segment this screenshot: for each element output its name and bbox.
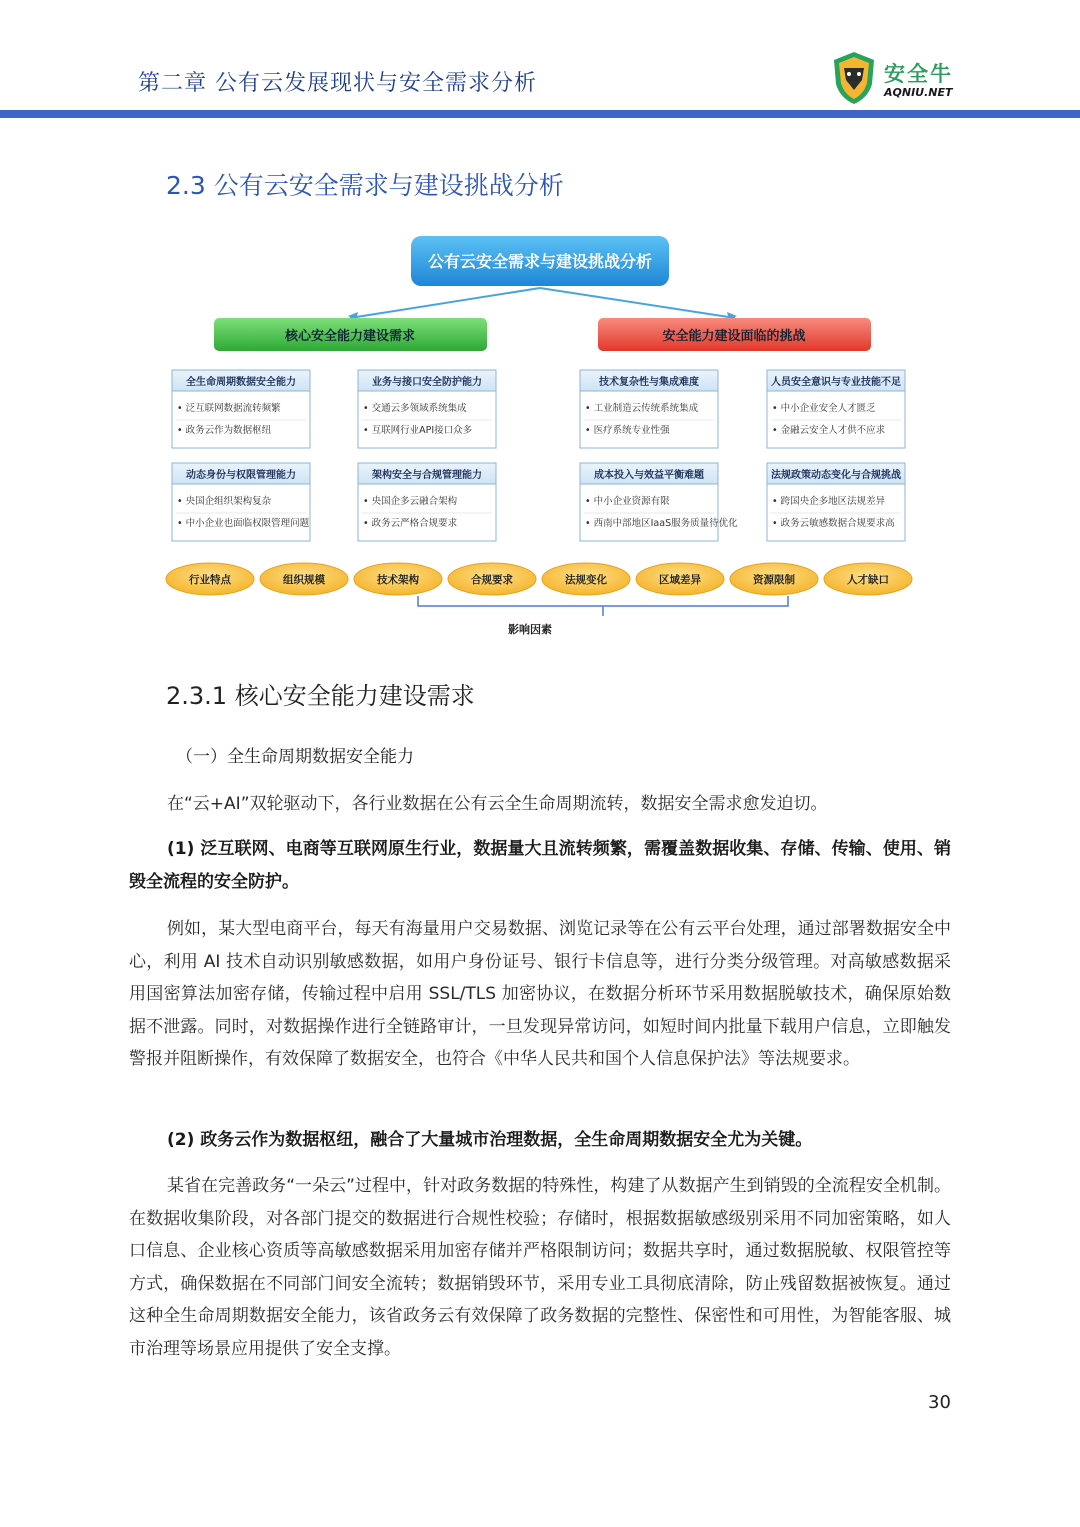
logo-text-en: AQNIU.NET bbox=[884, 86, 953, 99]
box-item: • 央国企多云融合架构 bbox=[363, 496, 458, 507]
paragraph-example-1: 例如，某大型电商平台，每天有海量用户交易数据、浏览记录等在公有云平台处理，通过部署数据安全中心，利用 AI 技术自动识别敏感数据，如用户身份证号、银行卡信息等，进行分类分级管理。对高敏感数据采用国密算法加密存储，传输过程中启用 SSL/TLS 加密协议，在数据分析环节采用数据脱敏技术，确保原始数据不泄露。同时，对数据操作进行全链路审计，一旦发现异常访问，如短时间内批量下载用户信息，立即触发警报并阻断操作，有效保障了数据安全，也符合《中华人民共和国个人信息保护法》等法规要求。 bbox=[129, 919, 951, 1070]
capability-box bbox=[358, 370, 496, 448]
box-item: • 中小企业安全人才匮乏 bbox=[772, 403, 876, 414]
root-node-label: 公有云安全需求与建设挑战分析 bbox=[427, 252, 653, 271]
box-title: 技术复杂性与集成难度 bbox=[599, 377, 699, 388]
box-item: • 医疗系统专业性强 bbox=[585, 425, 670, 436]
brand-logo bbox=[832, 50, 962, 110]
paragraph-point-2: (2) 政务云作为数据枢纽，融合了大量城市治理数据，全生命周期数据安全尤为关键。 bbox=[167, 1130, 813, 1150]
capability-box bbox=[358, 463, 496, 541]
logo-text-cn: 安全牛 bbox=[884, 62, 953, 86]
factor-oval bbox=[636, 563, 724, 595]
header-divider bbox=[0, 110, 1080, 118]
connector-right bbox=[540, 288, 735, 318]
factor-oval bbox=[166, 563, 254, 595]
paragraph-intro: 在“云+AI”双轮驱动下，各行业数据在公有云全生命周期流转，数据安全需求愈发迫切。 bbox=[167, 794, 828, 814]
subsubsection-title: （一）全生命周期数据安全能力 bbox=[176, 747, 414, 767]
capability-box bbox=[580, 463, 738, 541]
paragraph-point-1: (1) 泛互联网、电商等互联网原生行业，数据量大且流转频繁，需覆盖数据收集、存储、传输、使用、销毁全流程的安全防护。 bbox=[129, 839, 951, 892]
box-item: • 工业制造云传统系统集成 bbox=[585, 403, 699, 414]
box-item: • 互联网行业API接口众多 bbox=[363, 425, 473, 436]
page-number: 30 bbox=[928, 1392, 951, 1413]
factor-label: 法规变化 bbox=[565, 574, 607, 586]
box-item: • 政务云作为数据枢纽 bbox=[177, 425, 272, 436]
box-item: • 政务云严格合规要求 bbox=[363, 518, 458, 529]
left-branch-label: 核心安全能力建设需求 bbox=[284, 329, 416, 344]
factor-label: 区域差异 bbox=[659, 574, 701, 586]
factors-label: 影响因素 bbox=[508, 623, 552, 636]
subsection-title: 2.3.1 核心安全能力建设需求 bbox=[166, 682, 475, 710]
factor-label: 资源限制 bbox=[753, 574, 795, 586]
capability-box bbox=[172, 370, 310, 448]
box-item: • 中小企业也面临权限管理问题 bbox=[177, 518, 310, 529]
capability-box bbox=[172, 463, 310, 541]
box-item: • 央国企组织架构复杂 bbox=[177, 496, 272, 507]
right-branch-label: 安全能力建设面临的挑战 bbox=[662, 329, 806, 344]
box-title: 全生命周期数据安全能力 bbox=[186, 377, 296, 388]
capability-box bbox=[767, 370, 905, 448]
box-title: 动态身份与权限管理能力 bbox=[186, 470, 296, 481]
box-item: • 中小企业资源有限 bbox=[585, 496, 670, 507]
factor-label: 合规要求 bbox=[471, 574, 513, 586]
factor-label: 技术架构 bbox=[377, 574, 419, 586]
mind-map-diagram bbox=[160, 230, 920, 650]
box-item: • 交通云多领域系统集成 bbox=[363, 403, 467, 414]
factor-label: 行业特点 bbox=[189, 574, 231, 586]
factor-label: 人才缺口 bbox=[847, 574, 889, 586]
factor-oval bbox=[824, 563, 912, 595]
box-title: 人员安全意识与专业技能不足 bbox=[771, 377, 901, 388]
factor-oval bbox=[260, 563, 348, 595]
factor-oval bbox=[542, 563, 630, 595]
box-title: 架构安全与合规管理能力 bbox=[372, 470, 482, 481]
paragraph-example-2: 某省在完善政务“一朵云”过程中，针对政务数据的特殊性，构建了从数据产生到销毁的全流程安全机制。在数据收集阶段，对各部门提交的数据进行合规性校验；存储时，根据数据敏感级别采用不同加密策略，如人口信息、企业核心资质等高敏感数据采用加密存储并严格限制访问；数据共享时，通过数据脱敏、权限管控等方式，确保数据在不同部门间安全流转；数据销毁环节，采用专业工具彻底清除，防止残留数据被恢复。通过这种全生命周期数据安全能力，该省政务云有效保障了政务数据的完整性、保密性和可用性，为智能客服、城市治理等场景应用提供了安全支撑。 bbox=[129, 1176, 951, 1359]
factor-oval bbox=[354, 563, 442, 595]
section-title: 2.3 公有云安全需求与建设挑战分析 bbox=[166, 171, 564, 200]
box-item: • 政务云敏感数据合规要求高 bbox=[772, 518, 895, 529]
chapter-title: 第二章 公有云发展现状与安全需求分析 bbox=[138, 71, 537, 96]
factor-label: 组织规模 bbox=[283, 574, 325, 586]
capability-box bbox=[767, 463, 905, 541]
box-item: • 泛互联网数据流转频繁 bbox=[177, 403, 281, 414]
box-item: • 金融云安全人才供不应求 bbox=[772, 425, 886, 436]
connector-left bbox=[350, 288, 540, 318]
box-title: 成本投入与效益平衡难题 bbox=[594, 470, 704, 481]
shield-logo-icon bbox=[832, 50, 876, 106]
box-title: 业务与接口安全防护能力 bbox=[372, 377, 482, 388]
factors-bracket bbox=[418, 596, 788, 616]
box-item: • 跨国央企多地区法规差异 bbox=[772, 496, 886, 507]
capability-box bbox=[580, 370, 718, 448]
box-item: • 西南中部地区IaaS服务质量待优化 bbox=[585, 518, 738, 529]
box-title: 法规政策动态变化与合规挑战 bbox=[771, 470, 901, 481]
factor-oval bbox=[448, 563, 536, 595]
factor-oval bbox=[730, 563, 818, 595]
